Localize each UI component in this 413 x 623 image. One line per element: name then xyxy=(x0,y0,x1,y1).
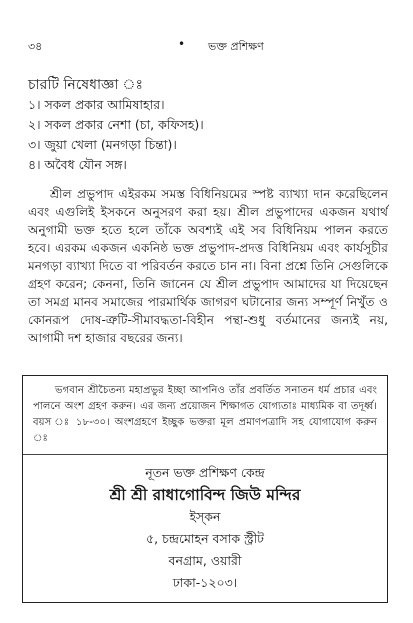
address-line-street: ৫, চন্দ্রমোহন বসাক স্ট্রীট xyxy=(146,531,264,546)
notice-box xyxy=(22,375,388,603)
notice-text: ভগবান শ্রীচৈতন্য মহাপ্রভুর ইচ্ছা আপনিও তাঁর প্রবর্তিত সনাতন ধর্ম প্রচার এবং পালনে অংশ গ্রহণ করুন। এর জন্য প্রয়োজন শিক্ষাগত যোগ্যতাঃ মাধ্যমিক বা তদূর্ধ্ব। বয়স ঃ ১৮-৩০। অংশগ্রহণে ইচ্ছুক ভক্তরা মূল প্রমাণপত্রাদি সহ যোগাযোগ করুন ঃ xyxy=(33,385,377,444)
address-line-center-name: নূতন ভক্ত প্রশিক্ষণ কেন্দ্র xyxy=(145,465,265,480)
address-line-city: ঢাকা-১২০৩। xyxy=(172,575,238,590)
address-line-area: বনগ্রাম, ওয়ারী xyxy=(168,553,242,568)
notice-divider xyxy=(23,454,387,455)
prohibitions-list xyxy=(28,95,204,175)
page-number: ৩৪ xyxy=(28,40,43,53)
header-dot-icon: • xyxy=(178,37,186,51)
running-title: ভক্ত প্রশিক্ষণ xyxy=(208,40,264,53)
page-header xyxy=(28,38,388,54)
list-item: ৩। জুয়া খেলা (মনগড়া চিন্তা)। xyxy=(28,137,177,152)
address-line-temple: শ্রী শ্রী রাধাগোবিন্দ জিউ মন্দির xyxy=(109,486,301,504)
body-paragraph: শ্রীল প্রভুপাদ এইরকম সমস্ত বিধিনিয়মের স্পষ্ট ব্যাখ্যা দান করেছিলেন এবং এগুলিই ইসকনে অনুসরণ করা হয়। শ্রীল প্রভুপাদের একজন যথার্থ অনুগামী ভক্ত হতে হলে তাঁকে অবশ্যই এই সব বিধিনিয়ম পালন করতে হবে। এরকম একজন একনিষ্ঠ ভক্ত প্রভুপাদ-প্রদত্ত বিধিনিয়ম এবং কার্যসূচীর মনগড়া ব্যাখ্যা দিতে বা পরিবর্তন করতে চান না। বিনা প্রশ্নে তিনি সেগুলিকে গ্রহণ করেন; কেননা, তিনি জানেন যে শ্রীল প্রভুপাদ আমাদের যা দিয়েছেন তা সমগ্র মানব সমাজের পারমার্থিক জাগরণ ঘটানোর জন্য সম্পূর্ণ নিখুঁত ও কোনরূপ দোষ-ত্রুটি-সীমাবদ্ধতা-বিহীন পন্থা-শুধু বর্তমানের জন্যই নয়, আগামী দশ হাজার বছরের জন্য। xyxy=(28,187,388,345)
list-item: ১। সকল প্রকার আমিষাহার। xyxy=(28,97,165,112)
address-line-org: ইস্‌কন xyxy=(189,509,221,524)
section-title: চারটি নিষেধাজ্ঞা ঃ xyxy=(28,77,143,93)
contact-address xyxy=(23,462,387,594)
list-item: ৪। অবৈধ যৌন সঙ্গ। xyxy=(28,157,127,172)
list-item: ২। সকল প্রকার নেশা (চা, কফিসহ)। xyxy=(28,117,204,132)
